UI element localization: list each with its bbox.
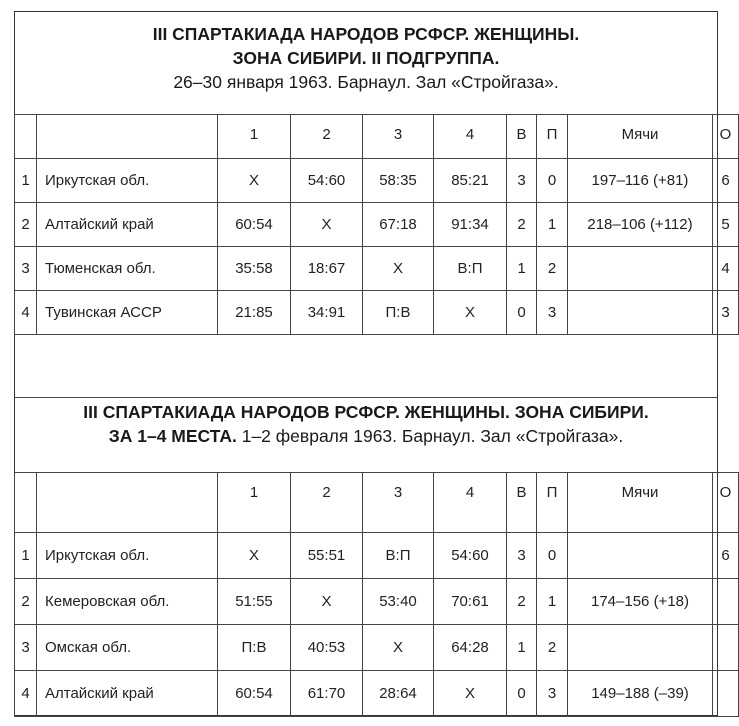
- column-header: [15, 473, 37, 533]
- table-cell: 58:35: [363, 159, 434, 203]
- table-row: [15, 203, 739, 247]
- team-name-cell: Иркутская обл.: [37, 533, 218, 579]
- header-row: [15, 115, 739, 159]
- section1-title-line2: ЗОНА СИБИРИ. II ПОДГРУППА.: [232, 48, 500, 68]
- table-cell: 4: [713, 247, 739, 291]
- table-cell: 51:55: [218, 579, 291, 625]
- table-cell: В:П: [434, 247, 507, 291]
- table-cell: [568, 247, 713, 291]
- column-header: 1: [218, 115, 291, 159]
- table-cell: Х: [218, 159, 291, 203]
- table-cell: Х: [363, 625, 434, 671]
- column-header: 2: [291, 473, 363, 533]
- table-cell: 61:70: [291, 671, 363, 717]
- section1-table: [14, 114, 739, 335]
- table-cell: 1: [15, 533, 37, 579]
- table-cell: П:В: [218, 625, 291, 671]
- table-cell: Х: [291, 579, 363, 625]
- table-cell: 55:51: [291, 533, 363, 579]
- table-cell: 3: [507, 533, 537, 579]
- table-cell: [713, 579, 739, 625]
- table-cell: 53:40: [363, 579, 434, 625]
- table-cell: 3: [15, 625, 37, 671]
- table-cell: 197–116 (+81): [568, 159, 713, 203]
- table-cell: 64:28: [434, 625, 507, 671]
- team-name-cell: Тюменская обл.: [37, 247, 218, 291]
- table-cell: 91:34: [434, 203, 507, 247]
- table-cell: П:В: [363, 291, 434, 335]
- team-name-cell: Кемеровская обл.: [37, 579, 218, 625]
- column-header: О: [713, 115, 739, 159]
- table-row: [15, 671, 739, 717]
- table-cell: Х: [218, 533, 291, 579]
- table-cell: 4: [15, 291, 37, 335]
- table-cell: 174–156 (+18): [568, 579, 713, 625]
- table-cell: 0: [507, 291, 537, 335]
- table-cell: 2: [15, 579, 37, 625]
- section2-title-line2-bold: ЗА 1–4 МЕСТА.: [108, 426, 237, 446]
- column-header: Мячи: [568, 473, 713, 533]
- table-cell: 1: [537, 203, 568, 247]
- table-cell: 67:18: [363, 203, 434, 247]
- table-cell: 28:64: [363, 671, 434, 717]
- section2-title-line2-rest: 1–2 февраля 1963. Барнаул. Зал «Стройгаза».: [236, 426, 624, 446]
- column-header: 4: [434, 115, 507, 159]
- table-cell: 1: [537, 579, 568, 625]
- column-header: О: [713, 473, 739, 533]
- table-cell: Х: [291, 203, 363, 247]
- table-cell: 54:60: [291, 159, 363, 203]
- team-name-cell: Иркутская обл.: [37, 159, 218, 203]
- table-cell: 149–188 (–39): [568, 671, 713, 717]
- table-cell: 3: [713, 291, 739, 335]
- table-cell: Х: [434, 671, 507, 717]
- table-cell: 54:60: [434, 533, 507, 579]
- column-header: 2: [291, 115, 363, 159]
- table-cell: В:П: [363, 533, 434, 579]
- table-row: [15, 247, 739, 291]
- table-cell: 2: [507, 203, 537, 247]
- table-cell: 2: [537, 625, 568, 671]
- column-header: [15, 115, 37, 159]
- table-cell: 0: [537, 533, 568, 579]
- table-cell: 6: [713, 533, 739, 579]
- section1-title: [14, 22, 718, 94]
- table-cell: 18:67: [291, 247, 363, 291]
- table-cell: 34:91: [291, 291, 363, 335]
- table-cell: 1: [15, 159, 37, 203]
- section-divider: [14, 397, 718, 398]
- section1-title-line1: III СПАРТАКИАДА НАРОДОВ РСФСР. ЖЕНЩИНЫ.: [152, 24, 580, 44]
- table-cell: Х: [363, 247, 434, 291]
- table-cell: [568, 291, 713, 335]
- table-cell: 2: [15, 203, 37, 247]
- section2-title-line1: III СПАРТАКИАДА НАРОДОВ РСФСР. ЖЕНЩИНЫ. ЗОНА СИБИРИ.: [83, 402, 649, 422]
- table-cell: 5: [713, 203, 739, 247]
- table-cell: 3: [537, 671, 568, 717]
- column-header: В: [507, 115, 537, 159]
- table-cell: 1: [507, 247, 537, 291]
- table-cell: 85:21: [434, 159, 507, 203]
- table-cell: 0: [537, 159, 568, 203]
- table-cell: [713, 671, 739, 717]
- table-cell: 218–106 (+112): [568, 203, 713, 247]
- column-header: 3: [363, 473, 434, 533]
- table-cell: [568, 625, 713, 671]
- table-row: [15, 159, 739, 203]
- team-name-cell: Омская обл.: [37, 625, 218, 671]
- column-header: 4: [434, 473, 507, 533]
- table-cell: 3: [537, 291, 568, 335]
- table-cell: 2: [537, 247, 568, 291]
- team-name-cell: Алтайский край: [37, 203, 218, 247]
- table-cell: Х: [434, 291, 507, 335]
- table-cell: 35:58: [218, 247, 291, 291]
- table-cell: 70:61: [434, 579, 507, 625]
- table-cell: 4: [15, 671, 37, 717]
- team-name-cell: Тувинская АССР: [37, 291, 218, 335]
- table-cell: 0: [507, 671, 537, 717]
- team-name-cell: Алтайский край: [37, 671, 218, 717]
- table-row: [15, 579, 739, 625]
- table-cell: 40:53: [291, 625, 363, 671]
- column-header: [37, 115, 218, 159]
- table-cell: 60:54: [218, 203, 291, 247]
- section1-title-line3: 26–30 января 1963. Барнаул. Зал «Стройгаза».: [173, 72, 559, 92]
- column-header: 3: [363, 115, 434, 159]
- table-cell: 60:54: [218, 671, 291, 717]
- table-row: [15, 625, 739, 671]
- section2-title: [14, 400, 718, 448]
- column-header: 1: [218, 473, 291, 533]
- column-header: [37, 473, 218, 533]
- column-header: Мячи: [568, 115, 713, 159]
- table-row: [15, 533, 739, 579]
- table-row: [15, 291, 739, 335]
- column-header: П: [537, 473, 568, 533]
- table-cell: 3: [507, 159, 537, 203]
- header-row: [15, 473, 739, 533]
- table-cell: 21:85: [218, 291, 291, 335]
- column-header: П: [537, 115, 568, 159]
- table-cell: 6: [713, 159, 739, 203]
- table-cell: [713, 625, 739, 671]
- table-cell: [568, 533, 713, 579]
- table-cell: 1: [507, 625, 537, 671]
- table-cell: 2: [507, 579, 537, 625]
- column-header: В: [507, 473, 537, 533]
- section2-table: [14, 472, 739, 717]
- table-cell: 3: [15, 247, 37, 291]
